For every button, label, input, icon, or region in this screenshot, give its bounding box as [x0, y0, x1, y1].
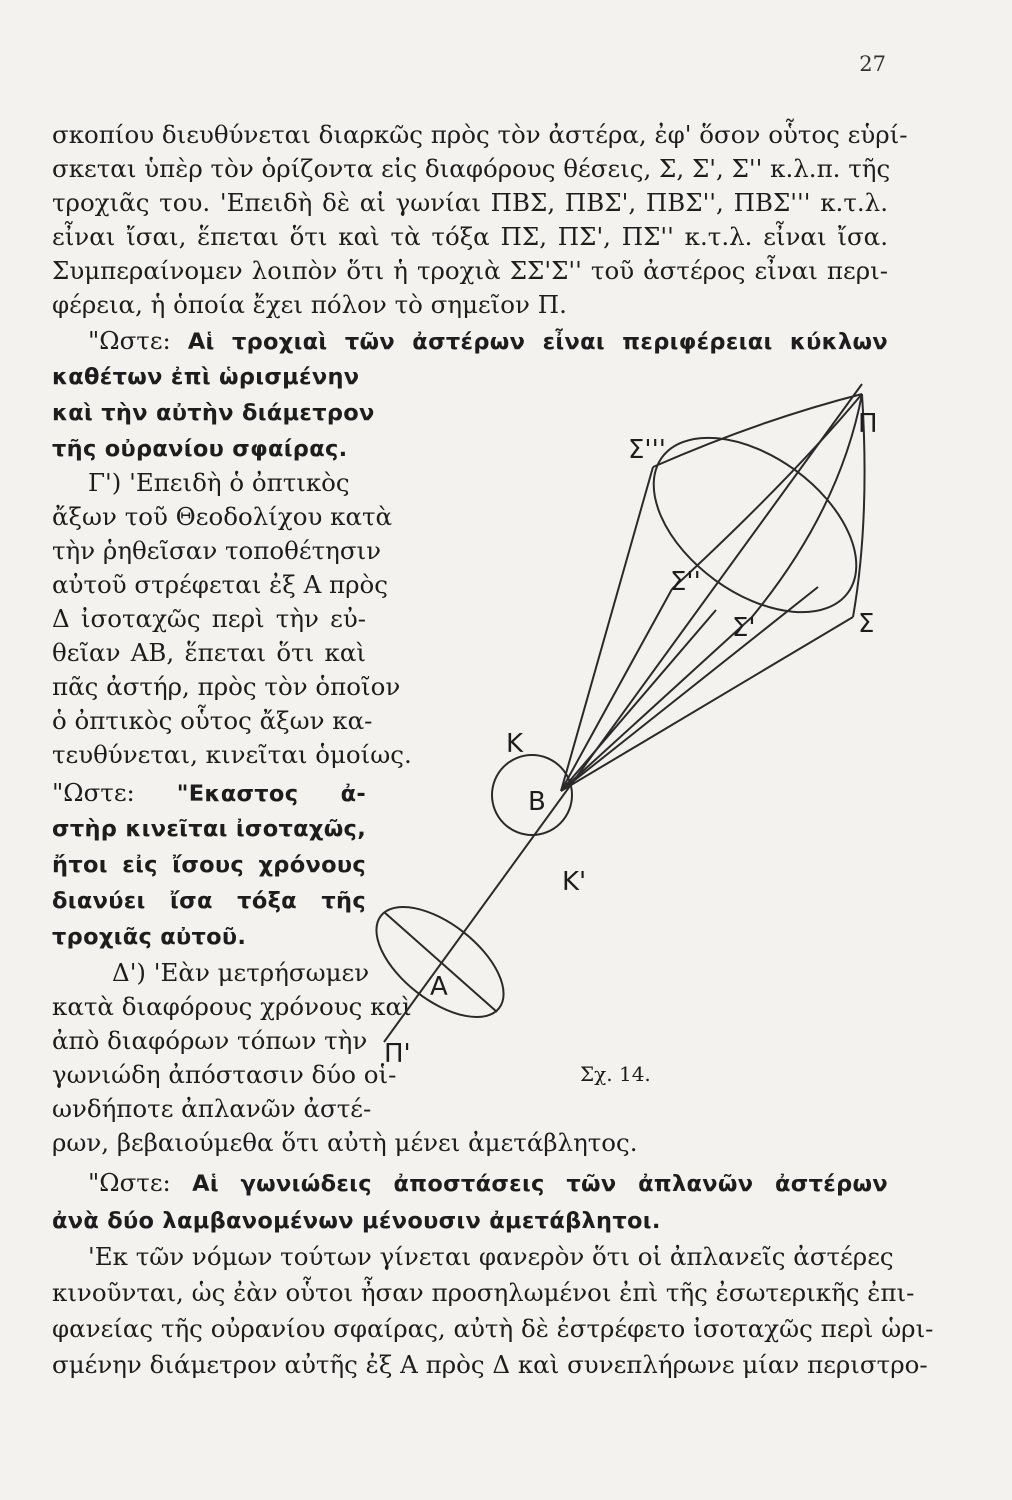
text-line: ἄξων τοῦ Θεοδολίχου κατὰ [52, 502, 393, 531]
text-line: γωνιώδη ἀπόστασιν δύο οἱ- [52, 1060, 397, 1089]
axis-line [384, 384, 862, 1042]
text-line: ρων, βεβαιούμεθα ὅτι αὐτὴ μένει ἀμετάβλητος. [52, 1128, 638, 1157]
text-line: Δ ἰσοταχῶς περὶ τὴν εὐ- [52, 604, 366, 633]
label-k: Κ [506, 729, 524, 759]
figure-caption: Σχ. 14. [580, 1062, 651, 1086]
text-line: κινοῦνται, ὡς ἐὰν οὗτοι ἦσαν προσηλωμένοι ἐπὶ τῆς ἐσωτερικῆς ἐπι- [52, 1278, 915, 1307]
cone-generator [561, 617, 853, 791]
text-line: φανείας τῆς οὐρανίου σφαίρας, αὐτὴ δὲ ἐστρέφετο ἰσοταχῶς περὶ ὡρι- [52, 1314, 934, 1343]
cone-generator [561, 610, 716, 791]
label-sigma: Σ [858, 609, 875, 639]
rule-2-line: ἤτοι εἰς ἴσους χρόνους [52, 852, 366, 878]
text-line: αὐτοῦ στρέφεται ἐξ Α πρὸς [52, 570, 389, 599]
rule-1-line: τῆς οὐρανίου σφαίρας. [52, 436, 348, 462]
text-line: ἀπὸ διαφόρων τόπων τὴν [52, 1026, 368, 1055]
text-line: 'Εκ τῶν νόμων τούτων γίνεται φανερὸν ὅτι οἱ ἀπλανεῖς ἀστέρες [88, 1242, 894, 1271]
rule-1-first-line: "Ωστε: Αἱ τροχιαὶ τῶν ἀστέρων εἶναι περιφέρειαι κύκλων [88, 326, 888, 355]
text-line: Γ') 'Επειδὴ ὁ ὀπτικὸς [88, 468, 350, 497]
label-sigma1: Σ' [732, 613, 756, 643]
rule-1-line: καὶ τὴν αὐτὴν διάμετρον [52, 400, 375, 426]
cone-generator [561, 587, 818, 791]
label-b: Β [528, 787, 546, 817]
text-line: σκοπίου διευθύνεται διαρκῶς πρὸς τὸν ἀστέρα, ἐφ' ὅσον οὗτος εὑρί- [52, 120, 908, 149]
text-line: κατὰ διαφόρους χρόνους καὶ [52, 992, 412, 1021]
cone-generator [561, 467, 653, 791]
meridian-arc [752, 394, 862, 617]
text-line: εἶναι ἴσαι, ἕπεται ὅτι καὶ τὰ τόξα ΠΣ, ΠΣ', ΠΣ'' κ.τ.λ. εἶναι ἴσα. [52, 222, 888, 251]
text-line: πᾶς ἀστήρ, πρὸς τὸν ὁποῖον [52, 672, 401, 701]
page-number: 27 [859, 52, 886, 76]
rule-3-first-line: "Ωστε: Αἱ γωνιώδεις ἀποστάσεις τῶν ἀπλανῶν ἀστέρων [88, 1168, 888, 1197]
rule-2-line: τροχιᾶς αὐτοῦ. [52, 924, 247, 950]
text-line: ὁ ὀπτικὸς οὗτος ἄξων κα- [52, 706, 373, 735]
rule-2-line: στὴρ κινεῖται ἰσοταχῶς, [52, 816, 367, 842]
text-line: ωνδήποτε ἀπλανῶν ἀστέ- [52, 1094, 372, 1123]
label-k1: Κ' [562, 867, 587, 897]
cone-generator [561, 617, 752, 791]
label-pi1: Π' [384, 1039, 411, 1069]
text-line: σκεται ὑπὲρ τὸν ὁρίζοντα εἰς διαφόρους θέσεις, Σ, Σ', Σ'' κ.λ.π. τῆς [52, 154, 891, 183]
text-line: τὴν ῥηθεῖσαν τοποθέτησιν [52, 536, 382, 565]
text-line: σμένην διάμετρον αὐτῆς ἐξ Α πρὸς Δ καὶ συνεπλήρωνε μίαν περιστρο- [52, 1350, 928, 1379]
text-line: τροχιᾶς του. 'Επειδὴ δὲ αἱ γωνίαι ΠΒΣ, ΠΒΣ', ΠΒΣ'', ΠΒΣ''' κ.τ.λ. [52, 188, 888, 217]
rule-2-line: διανύει ἴσα τόξα τῆς [52, 888, 366, 914]
text-line: τευθύνεται, κινεῖται ὁμοίως. [52, 740, 412, 769]
rule-1-line: καθέτων ἐπὶ ὡρισμένην [52, 364, 360, 390]
label-sigma2: Σ'' [670, 567, 701, 597]
cone-generator [561, 589, 672, 791]
text-line: φέρεια, ἡ ὁποία ἔχει πόλον τὸ σημεῖον Π. [52, 290, 567, 319]
label-pi: Π [858, 409, 878, 439]
text-line: θεῖαν ΑΒ, ἕπεται ὅτι καὶ [52, 638, 366, 667]
rule-2-first-line: "Ωστε: "Εκαστος ἀ- [52, 778, 366, 807]
rule-3-line: ἀνὰ δύο λαμβανομένων μένουσιν ἀμετάβλητοι. [52, 1208, 661, 1234]
text-line: Δ') 'Εὰν μετρήσωμεν [112, 958, 370, 987]
label-a: Α [430, 972, 448, 1002]
text-line: Συμπεραίνομεν λοιπὸν ὅτι ἡ τροχιὰ ΣΣ'Σ'' τοῦ ἀστέρος εἶναι περι- [52, 256, 888, 285]
label-sigma3: Σ''' [628, 435, 666, 465]
